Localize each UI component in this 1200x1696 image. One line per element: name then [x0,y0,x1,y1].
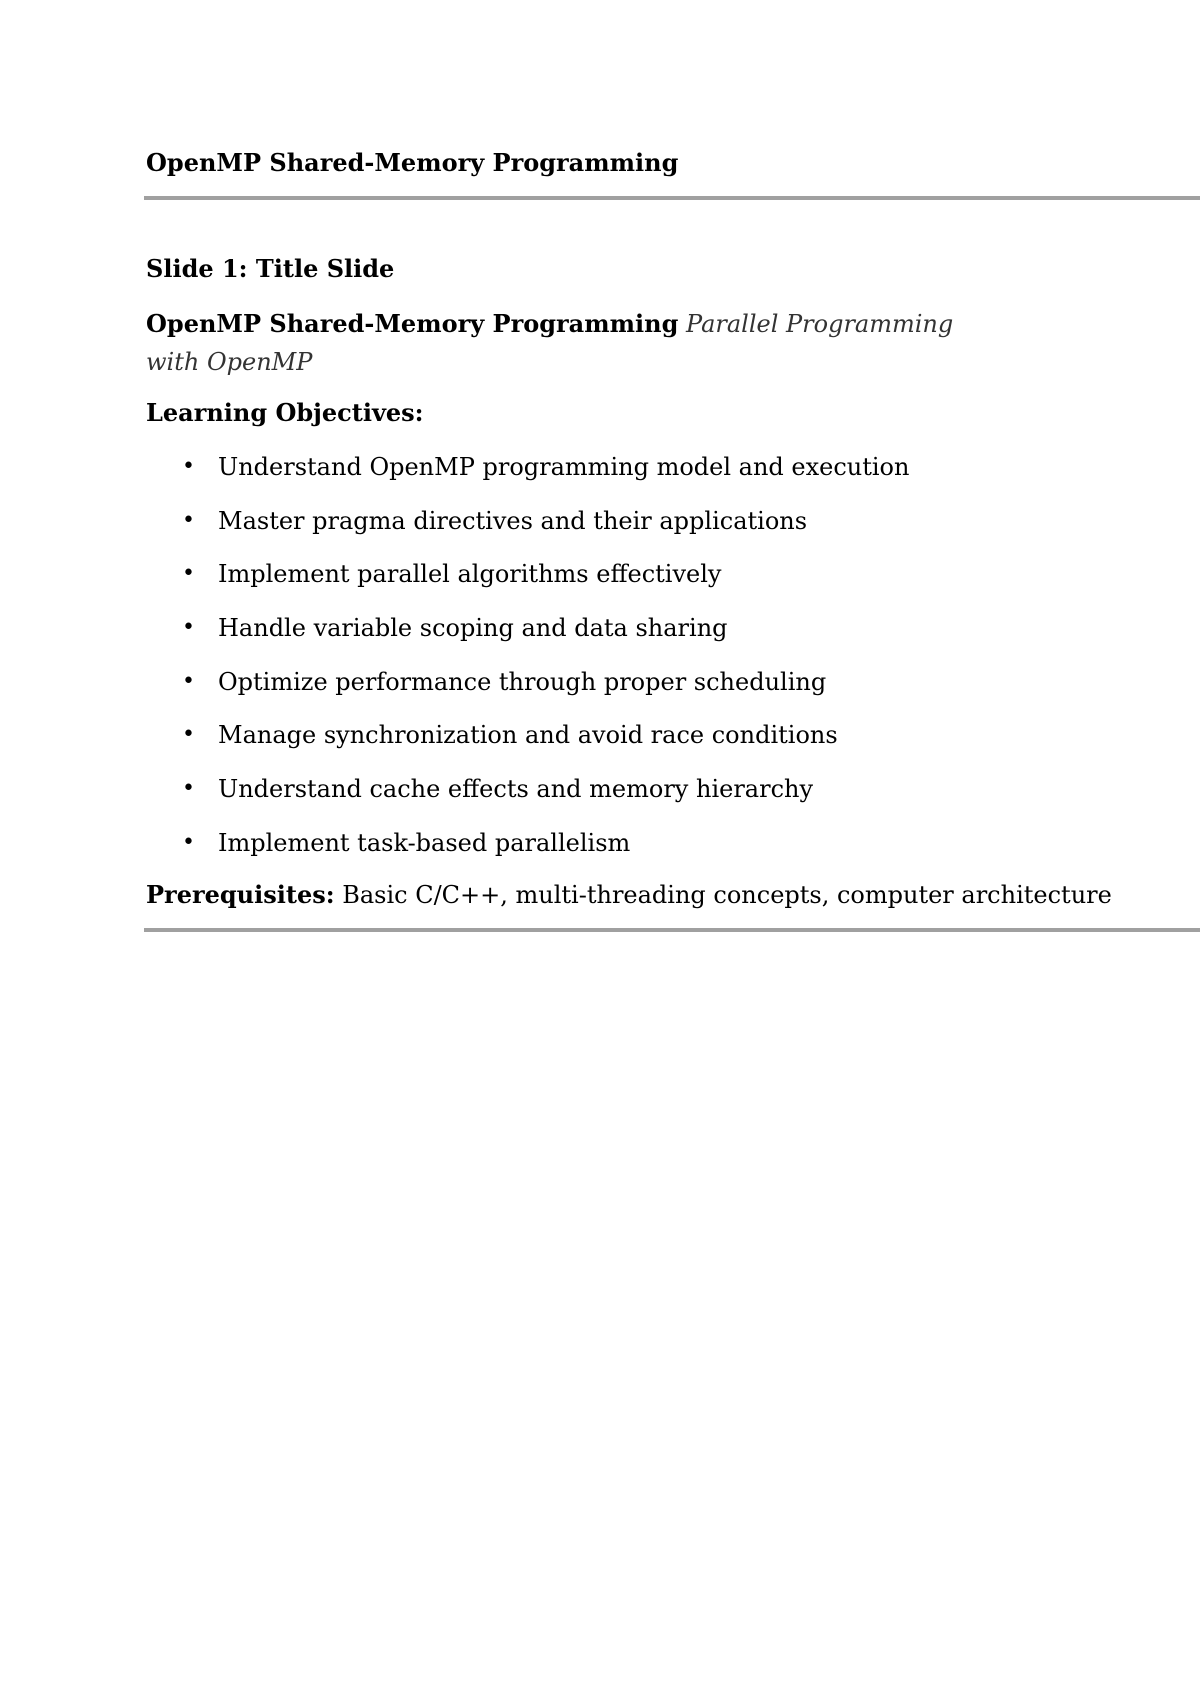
bullet-icon: • [182,668,195,694]
prerequisites-paragraph [146,880,1112,910]
list-item [146,828,1146,882]
bullet-icon: • [182,561,195,587]
objective-text: Understand OpenMP programming model and execution [218,453,910,481]
prerequisites-text: Basic C/C++, multi-threading concepts, computer architecture [342,881,1112,909]
slide-heading: Slide 1: Title Slide [146,254,395,283]
learning-objectives-label: Learning Objectives: [146,398,424,427]
bullet-icon: • [182,722,195,748]
top-divider [144,196,1200,200]
objective-text: Optimize performance through proper scheduling [218,667,827,696]
slide-subtitle-text: Parallel Programming with OpenMP [146,310,954,376]
objective-text: Implement parallel algorithms effectively [218,560,722,589]
slide-title-text: OpenMP Shared-Memory Programming [146,309,679,338]
objective-text: Master pragma directives and their applications [218,506,808,535]
bottom-divider [144,928,1200,932]
document-title: OpenMP Shared-Memory Programming [146,148,679,177]
learning-objectives-list [146,452,1146,882]
list-item [146,667,1146,721]
objective-text: Manage synchronization and avoid race conditions [218,721,838,750]
bullet-icon: • [182,829,195,855]
list-item [146,506,1146,560]
bullet-icon: • [182,776,195,802]
bullet-icon: • [182,615,195,641]
list-item [146,613,1146,667]
bullet-icon: • [182,507,195,533]
objective-text: Handle variable scoping and data sharing [218,614,728,643]
list-item [146,559,1146,613]
title-subtitle-paragraph [146,305,996,381]
objective-text: Implement task-based parallelism [218,828,631,857]
objective-text: Understand cache effects and memory hierarchy [218,775,814,804]
bullet-icon: • [182,454,195,479]
list-item [146,774,1146,828]
list-item [146,720,1146,774]
prerequisites-label: Prerequisites: [146,880,335,909]
list-item [146,452,1146,506]
